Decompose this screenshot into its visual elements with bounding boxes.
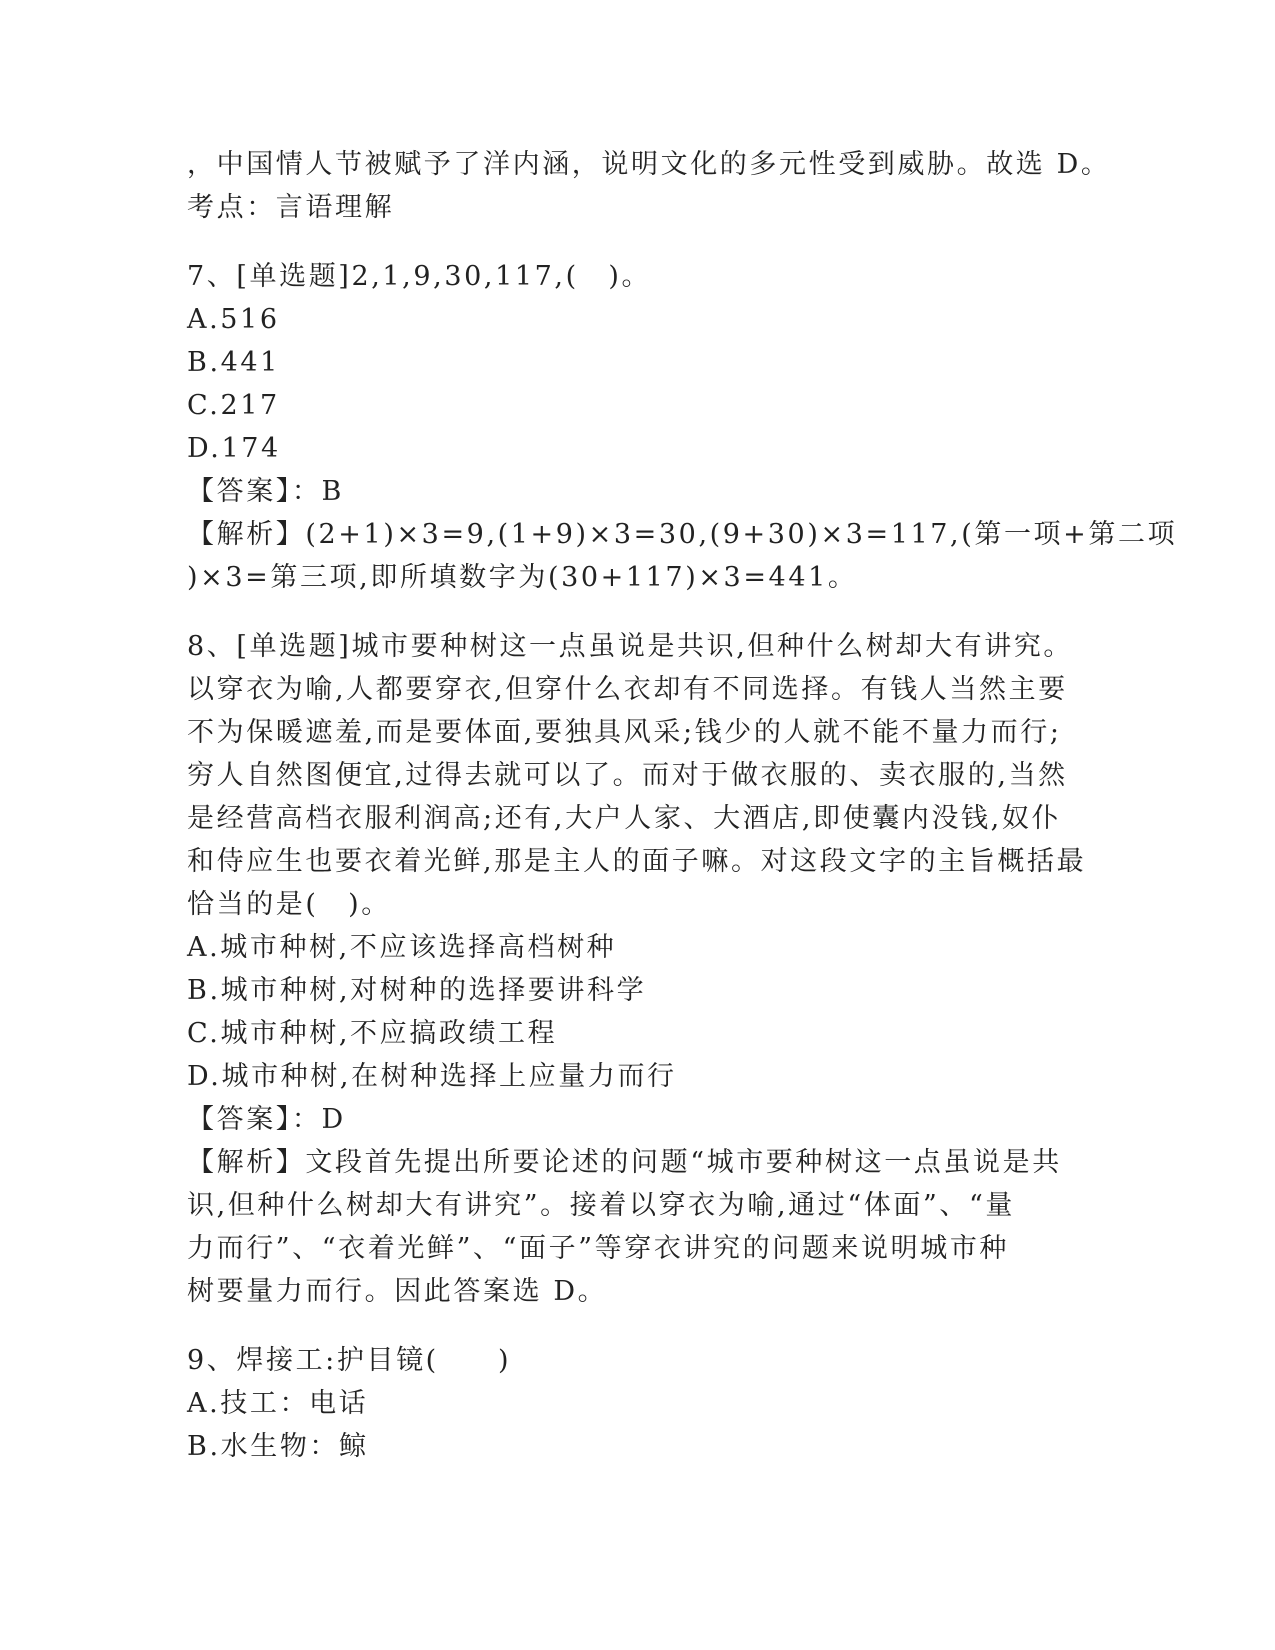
option-c: C.城市种树,不应搞政绩工程 [187,1018,558,1049]
question-stem: 9、焊接工:护目镜( ) [187,1345,512,1376]
question-9 [187,1339,1087,1468]
analysis-line: 树要量力而行。因此答案选 D。 [187,1276,608,1307]
answer: 【答案】：B [187,476,344,507]
answer: 【答案】：D [187,1104,346,1135]
option-a: A.技工：电话 [187,1388,369,1419]
option-c: C.217 [187,390,280,421]
option-a: A.城市种树,不应该选择高档树种 [187,932,617,963]
analysis-line: 【解析】文段首先提出所要论述的问题“城市要种树这一点虽说是共 [187,1147,1062,1178]
analysis-line: )×3=第三项,即所填数字为(30+117)×3=441。 [187,562,858,593]
option-b: B.城市种树,对树种的选择要讲科学 [187,975,647,1006]
question-stem-line: 以穿衣为喻,人都要穿衣,但穿什么衣却有不同选择。有钱人当然主要 [187,674,1068,705]
question-stem-line: 恰当的是( )。 [187,889,391,920]
exam-point: 考点：言语理解 [187,192,395,223]
option-d: D.174 [187,433,281,464]
option-b: B.水生物：鲸 [187,1431,369,1462]
question-stem-line: 穷人自然图便宜,过得去就可以了。而对于做衣服的、卖衣服的,当然 [187,760,1068,791]
option-b: B.441 [187,347,280,378]
page-content [187,143,1178,1468]
question-stem-line: 8、[单选题]城市要种树这一点虽说是共识,但种什么树却大有讲究。 [187,631,1074,662]
question-stem-line: 不为保暖遮羞,而是要体面,要独具风采;钱少的人就不能不量力而行; [187,717,1062,748]
option-a: A.516 [187,304,280,335]
analysis-line: 力而行”、“衣着光鲜”、“面子”等穿衣讲究的问题来说明城市种 [187,1233,1010,1264]
question-stem: 7、[单选题]2,1,9,30,117,( )。 [187,261,652,292]
question-7 [187,255,1178,599]
question-stem-line: 和侍应生也要衣着光鲜,那是主人的面子嘛。对这段文字的主旨概括最 [187,846,1087,877]
question-8 [187,625,1087,1313]
analysis-line: 识,但种什么树却大有讲究”。接着以穿衣为喻,通过“体面”、“量 [187,1190,1015,1221]
intro-line: ，中国情人节被赋予了洋内涵，说明文化的多元性受到威胁。故选 D。 [187,149,1111,180]
option-d: D.城市种树,在树种选择上应量力而行 [187,1061,677,1092]
question-stem-line: 是经营高档衣服利润高;还有,大户人家、大酒店,即使囊内没钱,奴仆 [187,803,1062,834]
analysis-line: 【解析】(2+1)×3=9,(1+9)×3=30,(9+30)×3=117,(第一项+第二项 [187,519,1178,550]
